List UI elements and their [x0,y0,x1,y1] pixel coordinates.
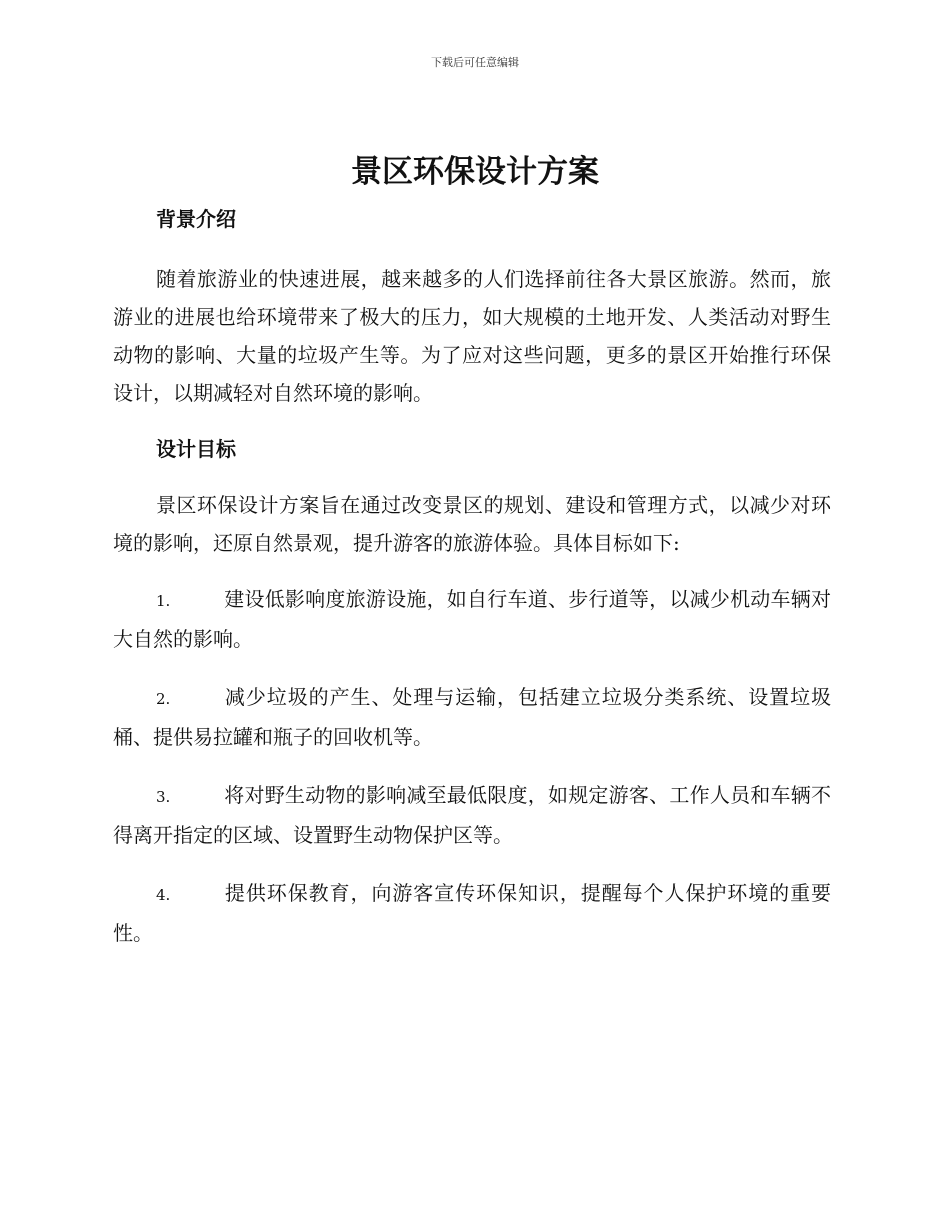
list-item-text: 减少垃圾的产生、处理与运输，包括建立垃圾分类系统、设置垃圾桶、提供易拉罐和瓶子的回收机等。 [113,685,831,749]
section-heading-design-goals: 设计目标 [156,437,236,461]
list-item-number: 4. [156,886,171,904]
background-paragraph: 随着旅游业的快速进展，越来越多的人们选择前往各大景区旅游。然而，旅游业的进展也给环境带来了极大的压力，如大规模的土地开发、人类活动对野生动物的影响、大量的垃圾产生等。为了应对这些问题，更多的景区开始推行环保设计，以期减轻对自然环境的影响。 [113,267,831,405]
goal-list-item [113,776,831,854]
list-item-text: 建设低影响度旅游设施，如自行车道、步行道等，以减少机动车辆对大自然的影响。 [113,587,831,651]
list-item-number: 1. [156,592,171,610]
section-heading-background: 背景介绍 [156,207,236,231]
list-item-number: 2. [156,690,171,708]
list-item-number: 3. [156,788,171,806]
page-header-note: 下载后可任意编辑 [431,56,519,69]
list-item-text: 提供环保教育，向游客宣传环保知识，提醒每个人保护环境的重要性。 [113,881,831,945]
goal-list-item [113,580,831,658]
document-body [113,200,831,952]
goal-list-item [113,874,831,952]
goal-list-item [113,678,831,756]
list-item-text: 将对野生动物的影响减至最低限度，如规定游客、工作人员和车辆不得离开指定的区域、设置野生动物保护区等。 [113,783,831,847]
design-goals-paragraph: 景区环保设计方案旨在通过改变景区的规划、建设和管理方式，以减少对环境的影响，还原自然景观，提升游客的旅游体验。具体目标如下: [113,493,831,555]
document-title: 景区环保设计方案 [351,154,599,190]
